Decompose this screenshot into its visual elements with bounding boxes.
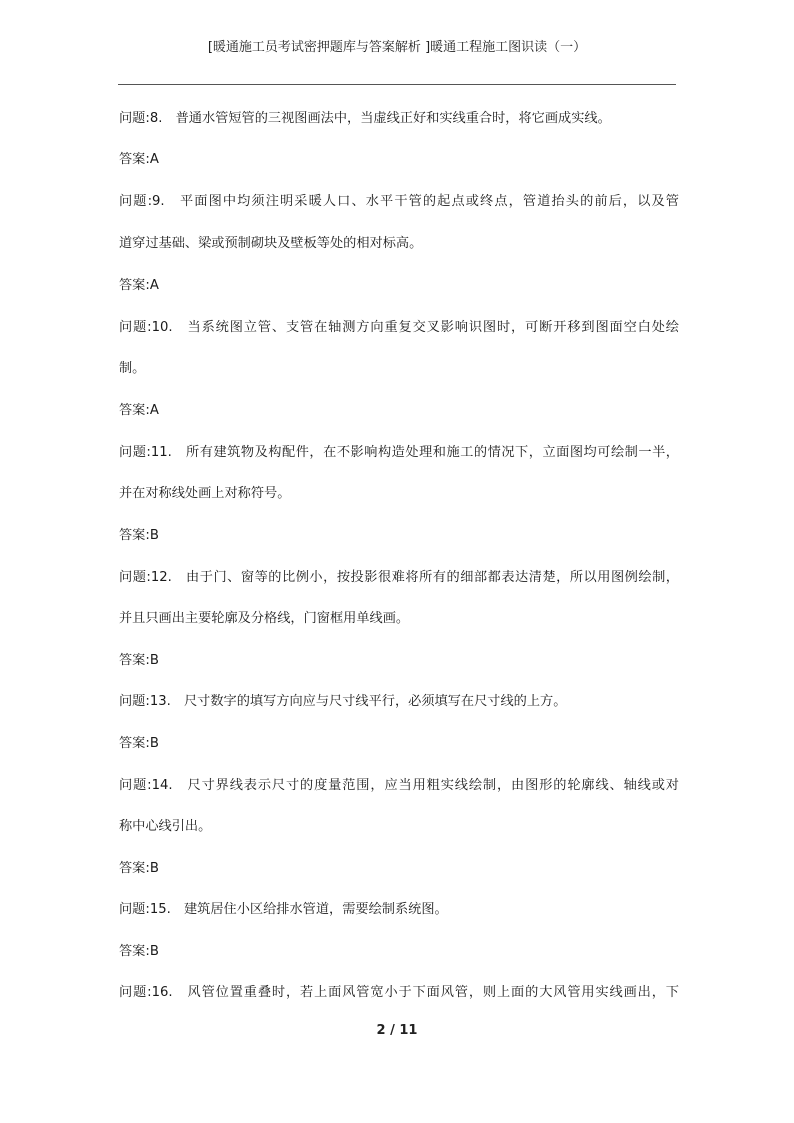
question-9-line-1: 问题:9. 平面图中均须注明采暖人口、水平干管的起点或终点，管道抬头的前后，以及管: [119, 194, 679, 209]
question-10-line-1: 问题:10. 当系统图立管、支管在轴测方向重复交叉影响识图时，可断开移到图面空白处绘: [119, 320, 679, 335]
question-11-line-2: 并在对称线处画上对称符号。: [119, 486, 291, 501]
question-16-line-1: 问题:16. 风管位置重叠时，若上面风管宽小于下面风管，则上面的大风管用实线画出，下: [119, 985, 679, 1000]
question-12-line-1: 问题:12. 由于门、窗等的比例小，按投影很难将所有的细部都表达清楚，所以用图例绘制，: [119, 570, 679, 585]
question-9-line-2: 道穿过基础、梁或预制砌块及壁板等处的相对标高。: [119, 236, 423, 251]
answer-8: 答案:A: [119, 152, 159, 167]
question-15-line-1: 问题:15. 建筑居住小区给排水管道，需要绘制系统图。: [119, 902, 448, 917]
page-number: 2 / 11: [376, 1023, 418, 1038]
answer-12: 答案:B: [119, 653, 159, 668]
question-14-line-1: 问题:14. 尺寸界线表示尺寸的度量范围，应当用粗实线绘制，由图形的轮廓线、轴线或对: [119, 778, 679, 793]
answer-13: 答案:B: [119, 736, 159, 751]
question-10-line-2: 制。: [119, 361, 146, 376]
answer-14: 答案:B: [119, 861, 159, 876]
question-8-line-1: 问题:8. 普通水管短管的三视图画法中，当虚线正好和实线重合时，将它画成实线。: [119, 111, 611, 126]
question-13-line-1: 问题:13. 尺寸数字的填写方向应与尺寸线平行，必须填写在尺寸线的上方。: [119, 694, 567, 709]
header-divider: [118, 84, 676, 85]
question-14-line-2: 称中心线引出。: [119, 819, 212, 834]
answer-10: 答案:A: [119, 403, 159, 418]
page-header: [暖通施工员考试密押题库与答案解析 ]暖通工程施工图识读（一）: [207, 40, 587, 55]
answer-11: 答案:B: [119, 528, 159, 543]
question-11-line-1: 问题:11. 所有建筑物及构配件，在不影响构造处理和施工的情况下，立面图均可绘制一半，: [119, 445, 679, 460]
question-12-line-2: 并且只画出主要轮廓及分格线，门窗框用单线画。: [119, 611, 410, 626]
answer-15: 答案:B: [119, 944, 159, 959]
answer-9: 答案:A: [119, 278, 159, 293]
